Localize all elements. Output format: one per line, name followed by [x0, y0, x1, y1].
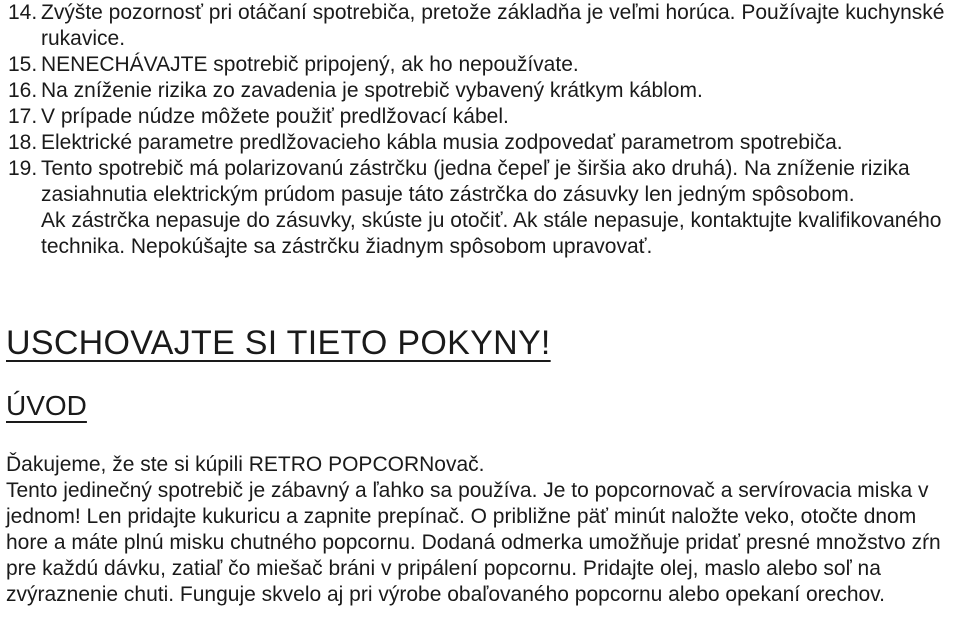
item-number: 14.	[8, 1, 38, 24]
intro-heading-text: ÚVOD	[6, 390, 87, 421]
item-number: 15.	[8, 53, 38, 76]
list-item	[8, 130, 958, 156]
item-paragraph: Elektrické parametre predlžovacieho kábla musia zodpovedať parametrom spotrebiča.	[41, 131, 843, 154]
list-item	[8, 104, 958, 130]
item-number: 18.	[8, 131, 38, 154]
intro-description: Tento jedinečný spotrebič je zábavný a ľahko sa používa. Je to popcornovač a servírovacia miska v jednom! Len pridajte kukuricu a zapnite prepínač. O približne päť minút naložte veko, otočte dnom hore a máte plnú misku chutného popcornu. Dodaná odmerka umožňuje pridať presné množstvo zŕn pre každú dávku, zatiaľ čo miešač bráni v pripálení popcornu. Pridajte olej, maslo alebo soľ na zvýraznenie chuti. Funguje skvelo aj pri výrobe obaľovaného popcornu alebo opekaní orechov.	[6, 479, 941, 606]
list-item	[8, 52, 958, 78]
intro-section	[6, 452, 956, 608]
item-paragraph: V prípade núdze môžete použiť predlžovací kábel.	[41, 105, 509, 128]
item-number: 17.	[8, 105, 38, 128]
item-number: 16.	[8, 79, 38, 102]
item-text	[41, 78, 958, 104]
keep-instructions-heading	[6, 322, 551, 364]
intro-thanks: Ďakujeme, že ste si kúpili RETRO POPCORNovač.	[6, 453, 485, 476]
keep-instructions-heading-text: USCHOVAJTE SI TIETO POKYNY!	[6, 324, 551, 362]
item-paragraph: Ak zástrčka nepasuje do zásuvky, skúste ju otočiť. Ak stále nepasuje, kontaktujte kvalifikovaného technika. Nepokúšajte sa zástrčku žiadnym spôsobom upravovať.	[41, 209, 942, 258]
item-paragraph: NENECHÁVAJTE spotrebič pripojený, ak ho nepoužívate.	[41, 53, 579, 76]
item-text	[41, 104, 958, 130]
intro-heading	[6, 388, 87, 424]
item-text	[41, 0, 958, 52]
list-item	[8, 156, 958, 260]
item-paragraph: Zvýšte pozornosť pri otáčaní spotrebiča, pretože základňa je veľmi horúca. Používajte kuchynské rukavice.	[41, 1, 945, 50]
item-number: 19.	[8, 157, 38, 180]
safety-instructions-list	[8, 0, 958, 260]
item-text	[41, 156, 958, 260]
item-paragraph: Na zníženie rizika zo zavadenia je spotrebič vybavený krátkym káblom.	[41, 79, 703, 102]
item-paragraph: Tento spotrebič má polarizovanú zástrčku (jedna čepeľ je širšia ako druhá). Na zníženie rizika zasiahnutia elektrickým prúdom pasuje táto zástrčka do zásuvky len jedným spôsobom.	[41, 157, 910, 206]
item-text	[41, 130, 958, 156]
list-item	[8, 78, 958, 104]
list-item	[8, 0, 958, 52]
item-text	[41, 52, 958, 78]
